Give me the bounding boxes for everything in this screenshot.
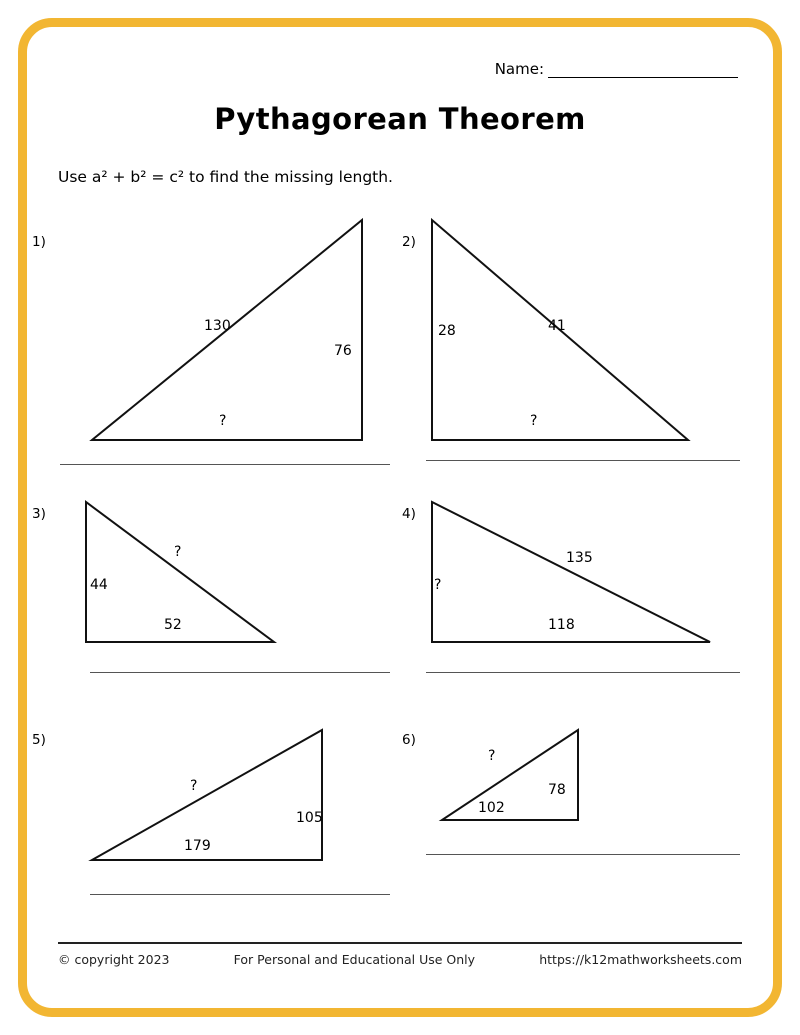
footer-url: https://k12mathworksheets.com bbox=[539, 952, 742, 967]
problem-number: 3) bbox=[32, 506, 46, 522]
answer-line-3[interactable] bbox=[90, 672, 390, 673]
label-hypotenuse: ? bbox=[174, 544, 182, 560]
footer-usage-note: For Personal and Educational Use Only bbox=[233, 952, 476, 967]
label-hypotenuse: 130 bbox=[204, 318, 231, 334]
triangle-figure-2 bbox=[420, 210, 740, 450]
problem-4 bbox=[402, 494, 770, 704]
label-horizontal: 102 bbox=[478, 800, 505, 816]
answer-line-5[interactable] bbox=[90, 894, 390, 895]
page-title: Pythagorean Theorem bbox=[214, 102, 586, 136]
problem-number: 2) bbox=[402, 234, 416, 250]
problem-2 bbox=[402, 202, 770, 492]
label-vertical: ? bbox=[434, 577, 442, 593]
answer-line-4[interactable] bbox=[426, 672, 740, 673]
problem-3 bbox=[30, 494, 400, 704]
triangle-figure-1 bbox=[64, 210, 394, 450]
triangle-figure-5 bbox=[64, 712, 364, 872]
problem-number: 1) bbox=[32, 234, 46, 250]
problem-5 bbox=[30, 712, 400, 922]
label-hypotenuse: ? bbox=[190, 778, 198, 794]
problem-number: 5) bbox=[32, 732, 46, 748]
worksheet-content bbox=[30, 30, 770, 1005]
label-vertical: 28 bbox=[438, 323, 456, 339]
footer-divider bbox=[58, 942, 742, 944]
label-hypotenuse: ? bbox=[488, 748, 496, 764]
name-input-line[interactable] bbox=[548, 63, 738, 78]
problem-6 bbox=[402, 712, 770, 922]
answer-line-6[interactable] bbox=[426, 854, 740, 855]
label-vertical: 78 bbox=[548, 782, 566, 798]
problem-1 bbox=[30, 202, 400, 492]
label-hypotenuse: 135 bbox=[566, 550, 593, 566]
label-vertical: 44 bbox=[90, 577, 108, 593]
triangle-figure-6 bbox=[420, 712, 640, 842]
answer-line-2[interactable] bbox=[426, 460, 740, 461]
name-field-row bbox=[495, 60, 738, 78]
label-vertical: 76 bbox=[334, 343, 352, 359]
label-horizontal: 52 bbox=[164, 617, 182, 633]
problem-number: 4) bbox=[402, 506, 416, 522]
label-horizontal: 118 bbox=[548, 617, 575, 633]
triangle-figure-3 bbox=[64, 494, 314, 654]
label-horizontal: ? bbox=[530, 413, 538, 429]
name-label: Name: bbox=[494, 60, 544, 78]
footer-copyright: © copyright 2023 bbox=[58, 952, 170, 967]
label-hypotenuse: 41 bbox=[548, 318, 566, 334]
answer-line-1[interactable] bbox=[60, 464, 390, 465]
triangle-figure-4 bbox=[420, 494, 740, 654]
instructions-text: Use a² + b² = c² to find the missing length. bbox=[58, 168, 393, 186]
label-horizontal: 179 bbox=[184, 838, 211, 854]
label-horizontal: ? bbox=[219, 413, 227, 429]
problem-number: 6) bbox=[402, 732, 416, 748]
label-vertical: 105 bbox=[296, 810, 323, 826]
footer bbox=[58, 952, 742, 967]
